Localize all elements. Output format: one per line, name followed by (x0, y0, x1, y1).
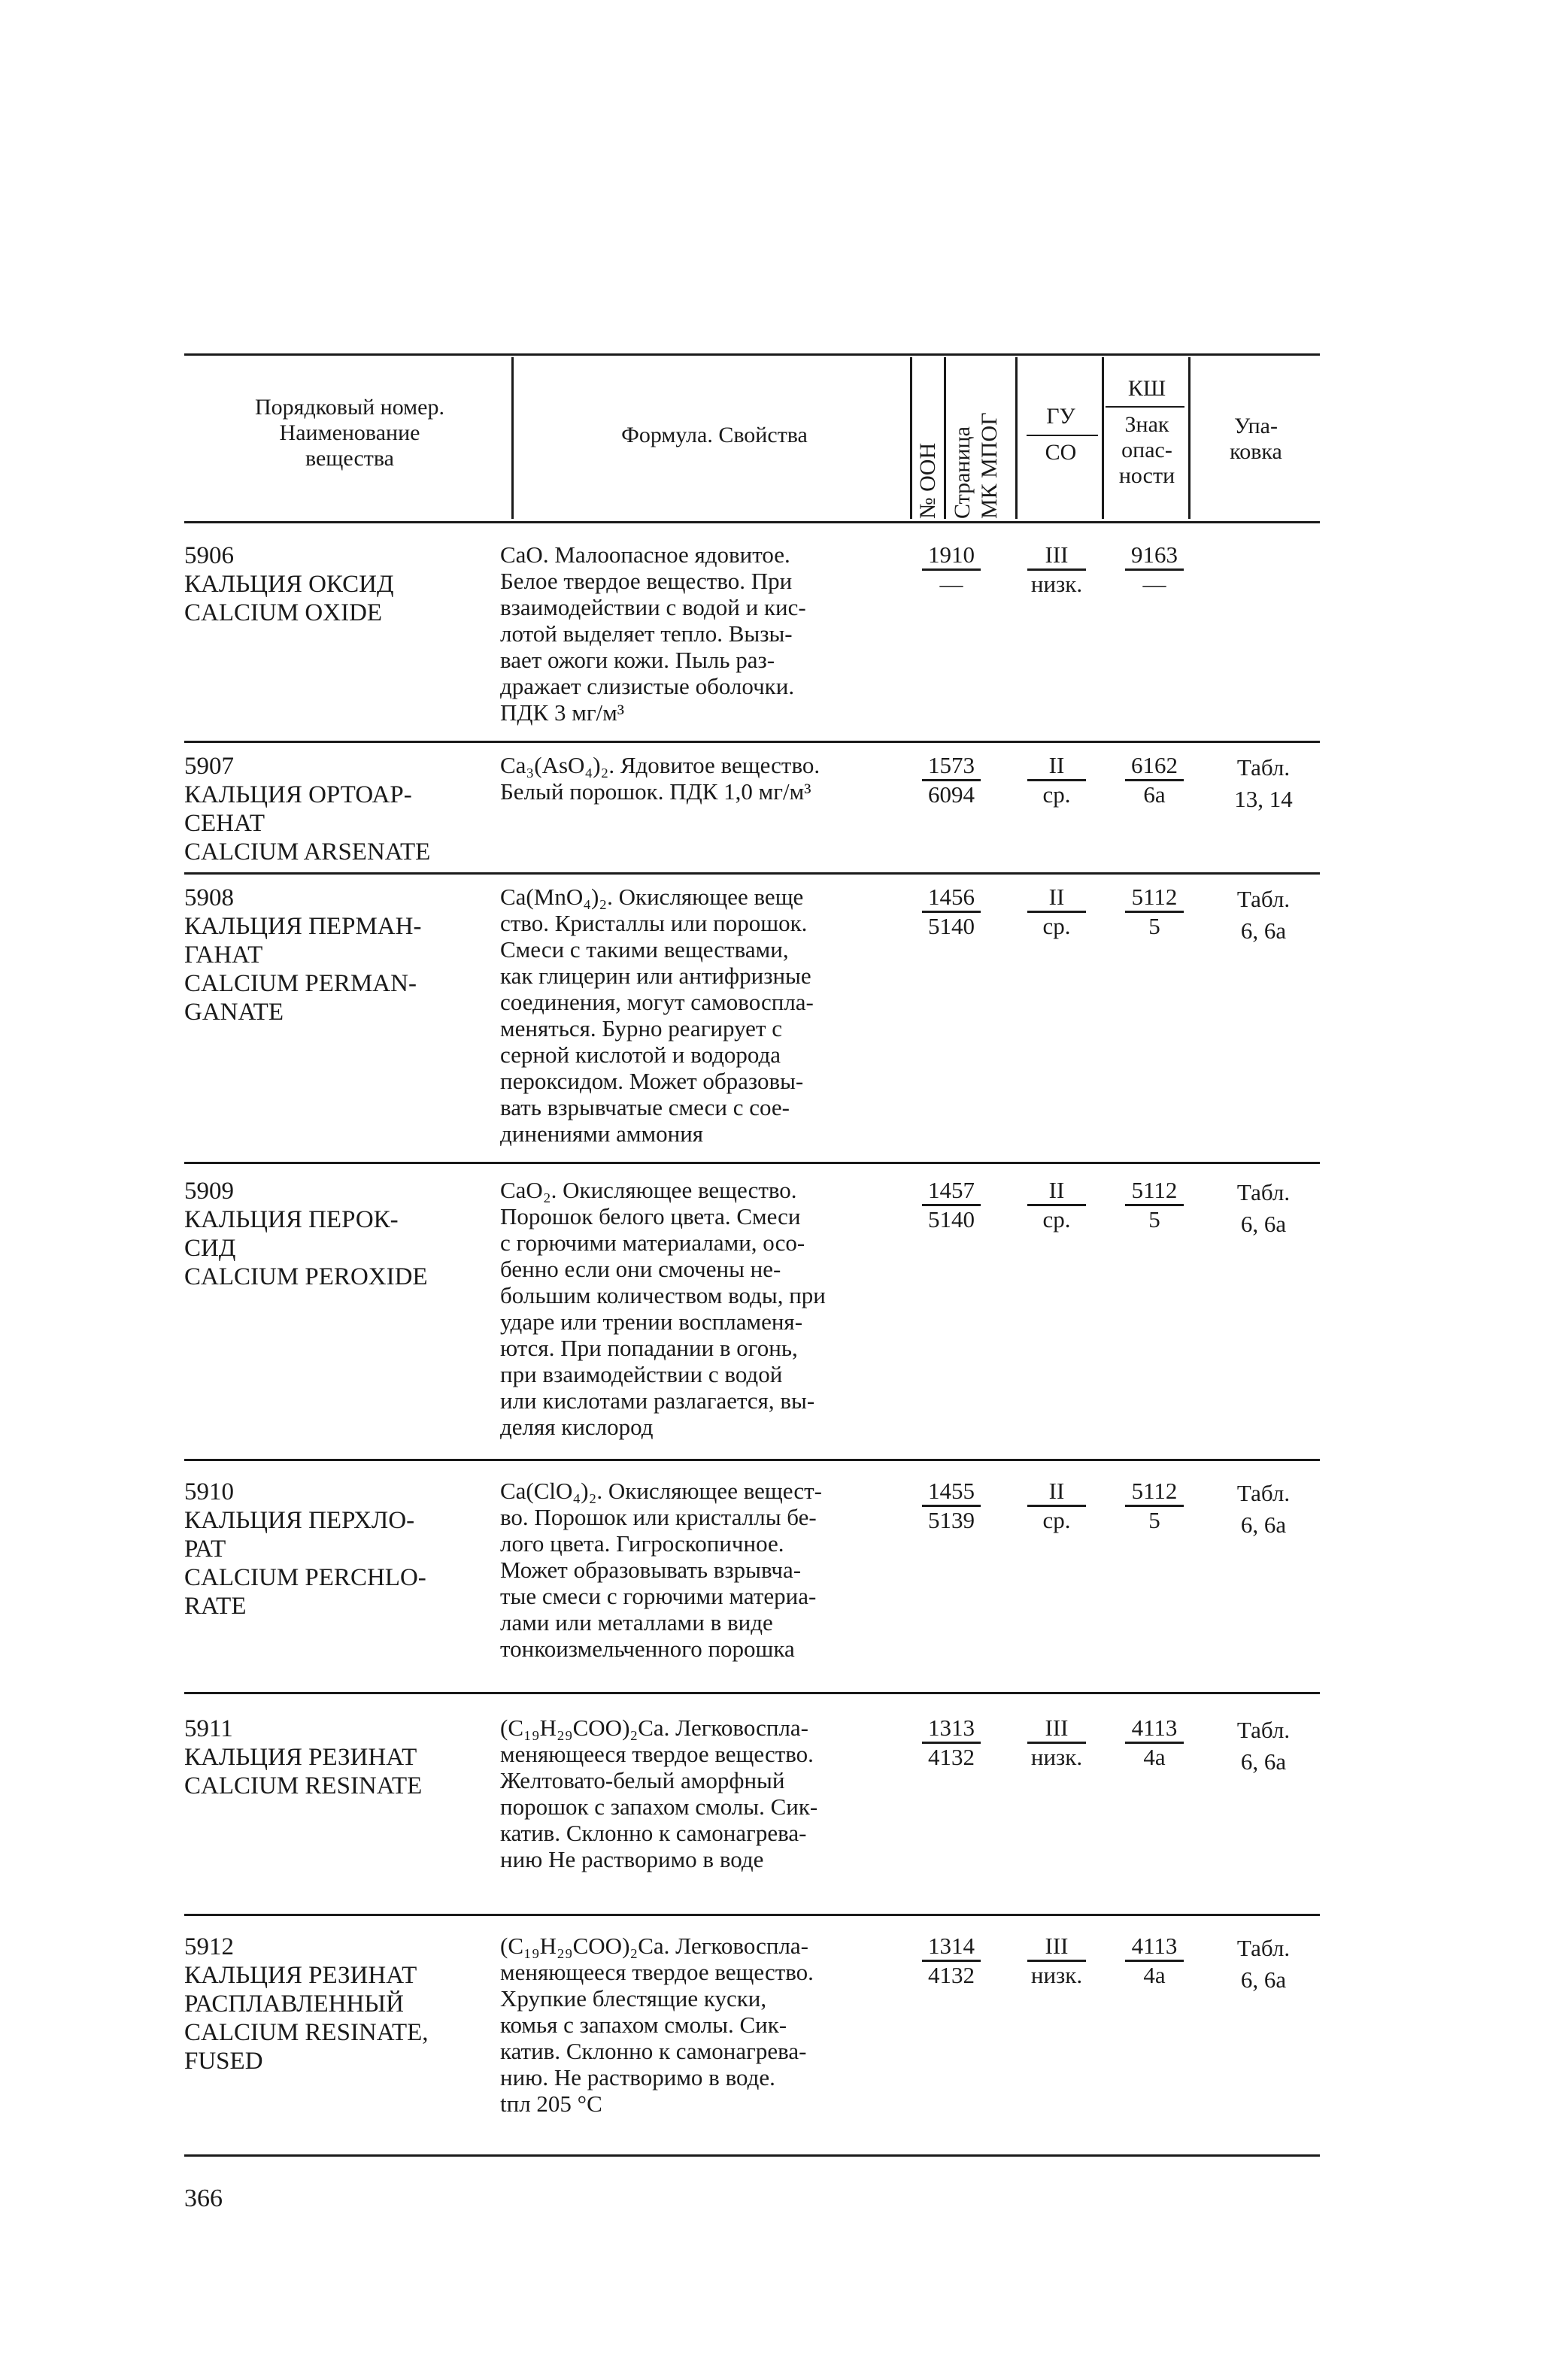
header-divider (511, 357, 514, 519)
substance-properties: CaO. Малоопасное ядовитое. Белое твердое вещество. При взаимодействии с водой и кис- лотой выделяет тепло. Вызы- вает ожоги кожи. Пыль раз- дражает слизистые оболочки. ПДК 3 мг/м³ (500, 541, 806, 726)
packaging: Табл. 6, 6а (1236, 1179, 1291, 1237)
row-rule (184, 741, 1320, 743)
header-gu-column: ГУ (1046, 404, 1075, 429)
gu-co-fraction: II ср. (1015, 884, 1098, 940)
header-pack-column: Упа- ковка (1230, 414, 1282, 464)
header-bottom-rule (184, 521, 1320, 523)
row-rule (184, 1692, 1320, 1694)
ksh-sign-fraction: $\frac{5112}{5}$ (1113, 1478, 1196, 1534)
un-page-fraction: $\frac{1457}{5140}$ (910, 1177, 993, 1233)
un-page-fraction: $\frac{1456}{5140}$ (910, 884, 993, 940)
substance-properties: Ca₃(AsO₄)₂. Ядовитое вещество. Белый порошок. ПДК 1,0 мг/м³ (500, 752, 820, 805)
gu-co-fraction: II ср. (1015, 1478, 1098, 1534)
gu-co-fraction: III низк. (1015, 1715, 1098, 1771)
un-page-fraction: $\frac{1313}{4132}$ (910, 1715, 993, 1771)
substance-properties: Ca(MnO₄)₂. Окисляющее веще ство. Кристаллы или порошок. Смеси с такими веществами, как глицерин или антифризные соединения, могут самовоспла- меняться. Бурно реагирует с серной кислотой и водорода пероксидом. Может образовы- вать взрывчатые смеси с сое- динениями аммония (500, 884, 814, 1147)
packaging: Табл. 6, 6а (1236, 1935, 1291, 1993)
header-divider (1188, 357, 1191, 519)
row-rule (184, 1459, 1320, 1461)
substance-properties: (C₁₉H₂₉COO)₂Ca. Легковоспла- меняющееся твердое вещество. Желтовато-белый аморфный порошок с запахом смолы. Сик- катив. Склонно к самонагрева- нию Не растворимо в воде (500, 1715, 818, 1872)
ksh-sign-fraction: 6162 6а (1113, 752, 1196, 808)
row-rule (184, 872, 1320, 875)
header-name-column: Порядковый номер. Наименование вещества (255, 395, 444, 471)
header-co-column: СО (1045, 440, 1077, 465)
gu-co-fraction: II ср. (1015, 1177, 1098, 1233)
header-un-column: № ООН (915, 442, 940, 519)
packaging: Табл. 6, 6а (1236, 886, 1291, 944)
gu-co-fraction: III низк. (1015, 541, 1098, 598)
substance-name: 5911 КАЛЬЦИЯ РЕЗИНАТ CALCIUM RESINATE (184, 1715, 423, 1799)
un-page-fraction: 1910 — (910, 541, 993, 598)
gu-co-fraction: II ср. (1015, 752, 1098, 808)
header-top-rule (184, 353, 1320, 356)
row-rule (184, 1162, 1320, 1164)
substance-name: 5907 КАЛЬЦИЯ ОРТОАР- СЕНАТ CALCIUM ARSENATE (184, 753, 431, 866)
un-page-fraction: $\frac{1314}{4132}$ (910, 1933, 993, 1989)
header-divider (1015, 357, 1018, 519)
substance-name: 5910 КАЛЬЦИЯ ПЕРХЛО- РАТ CALCIUM PERCHLO- RATE (184, 1478, 426, 1620)
header-page-column: Страница МК МПОГ (950, 412, 1002, 519)
header-formula-column: Формула. Свойства (621, 423, 808, 447)
ksh-sign-fraction: 4113 4а (1113, 1715, 1196, 1771)
packaging: Табл. 6, 6а (1236, 1717, 1291, 1775)
substance-name: 5912 КАЛЬЦИЯ РЕЗИНАТ РАСПЛАВЛЕННЫЙ CALCIUM RESINATE, FUSED (184, 1933, 429, 2075)
un-page-fraction: $\frac{1573}{6094}$ (910, 752, 993, 808)
substance-properties: Ca(ClO₄)₂. Окисляющее вещест- во. Порошок или кристаллы бе- лого цвета. Гигроскопичное. Может образовывать взрывча- тые смеси с горючими материа- лами или металлами в виде тонкоизмельченного порошка (500, 1478, 822, 1662)
ksh-sign-fraction: 9163 — (1113, 541, 1196, 598)
substance-properties: CaO₂. Окисляющее вещество. Порошок белого цвета. Смеси с горючими материалами, осо- бенно если они смочены не- большим количеством воды, при ударе или трении воспламеня- ются. При попадании в огонь, при взаимодействии с водой или кислотами разлагается, вы- деляя кислород (500, 1177, 826, 1440)
page-number: 366 (184, 2184, 223, 2212)
packaging: Табл. 6, 6а (1236, 1480, 1291, 1538)
substance-name: 5908 КАЛЬЦИЯ ПЕРМАН- ГАНАТ CALCIUM PERMAN- GANATE (184, 884, 422, 1026)
ksh-sign-fraction: $\frac{5112}{5}$ (1113, 1177, 1196, 1233)
header-divider (944, 357, 946, 519)
row-rule (184, 2154, 1320, 2157)
ksh-sign-fraction: $\frac{5112}{5}$ (1113, 884, 1196, 940)
ksh-sign-fraction: 4113 4а (1113, 1933, 1196, 1989)
row-rule (184, 1914, 1320, 1916)
header-divider (910, 357, 912, 519)
substance-properties: (C₁₉H₂₉COO)₂Ca. Легковоспла- меняющееся твердое вещество. Хрупкие блестящие куски, комья с запахом смолы. Сик- катив. Склонно к самонагрева- нию. Не растворимо в воде. tпл 205 °C (500, 1933, 814, 2117)
packaging: Табл. 13, 14 (1234, 754, 1293, 812)
substance-name: 5909 КАЛЬЦИЯ ПЕРОК- СИД CALCIUM PEROXIDE (184, 1178, 428, 1290)
header-sign-column: Знак опас- ности (1118, 412, 1175, 488)
un-page-fraction: $\frac{1455}{5139}$ (910, 1478, 993, 1534)
header-ksh-column: КШ (1127, 376, 1166, 401)
header-gu-co-rule (1027, 435, 1098, 436)
header-ksh-rule (1106, 406, 1184, 408)
header-divider (1102, 357, 1104, 519)
gu-co-fraction: III низк. (1015, 1933, 1098, 1989)
substance-name: 5906 КАЛЬЦИЯ ОКСИД CALCIUM OXIDE (184, 542, 394, 626)
